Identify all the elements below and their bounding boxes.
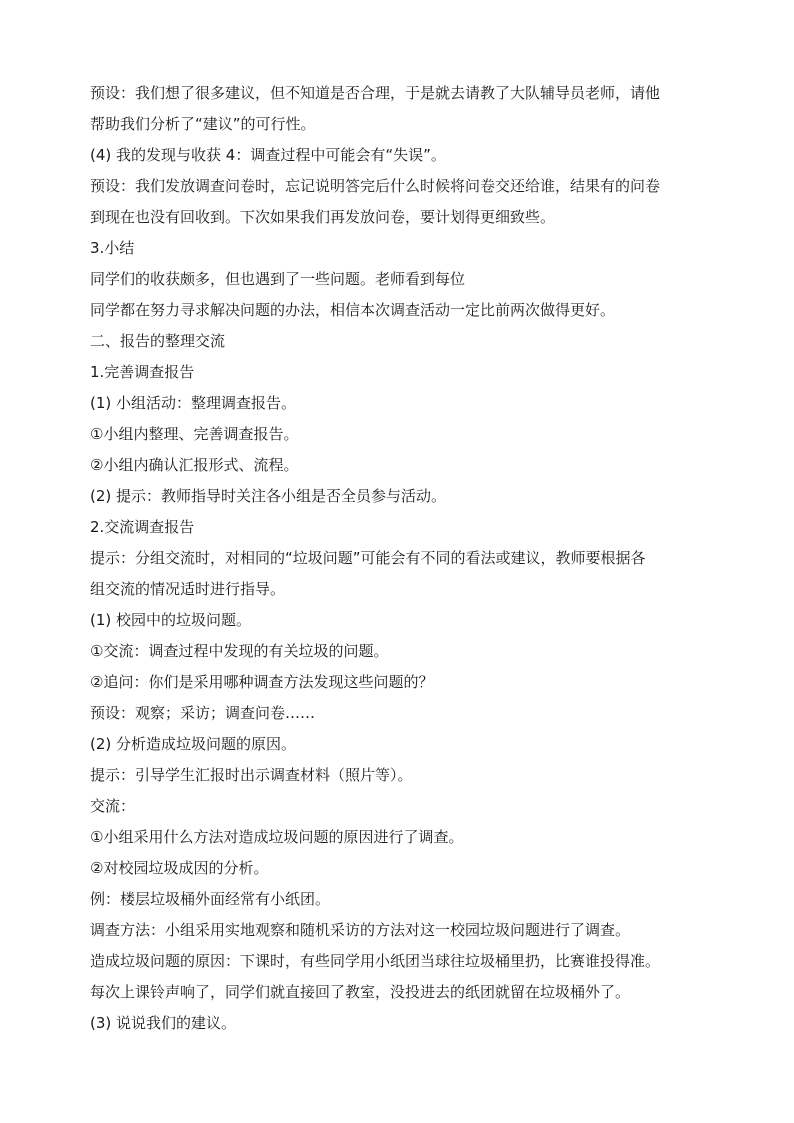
text-line: (3) 说说我们的建议。 — [90, 1014, 237, 1032]
text-line: ②追问：你们是采用哪种调查方法发现这些问题的？ — [90, 673, 434, 691]
section-heading: 1.完善调查报告 — [90, 363, 195, 381]
text-line: ①交流：调查过程中发现的有关垃圾的问题。 — [90, 642, 389, 660]
text-line: 同学们的收获颇多，但也遇到了一些问题。老师看到每位 — [90, 270, 466, 288]
text-line: (1) 校园中的垃圾问题。 — [90, 611, 252, 629]
text-line: (4) 我的发现与收获 4：调查过程中可能会有“失误”。 — [90, 146, 446, 164]
text-line: ②对校园垃圾成因的分析。 — [90, 859, 269, 877]
section-heading: 3.小结 — [90, 239, 135, 257]
text-line: 到现在也没有回收到。下次如果我们再发放问卷，要计划得更细致些。 — [90, 208, 556, 226]
text-line: 预设：我们想了很多建议，但不知道是否合理，于是就去请教了大队辅导员老师，请他 — [90, 84, 661, 102]
document-body — [90, 78, 710, 1039]
text-line: 组交流的情况适时进行指导。 — [90, 580, 286, 598]
text-line: 提示：分组交流时，对相同的“垃圾问题”可能会有不同的看法或建议，教师要根据各 — [90, 549, 646, 567]
text-line: 预设：观察；采访；调查问卷…… — [90, 704, 316, 722]
text-line: (1) 小组活动：整理调查报告。 — [90, 394, 297, 412]
text-line: (2) 分析造成垃圾问题的原因。 — [90, 735, 297, 753]
text-line: (2) 提示：教师指导时关注各小组是否全员参与活动。 — [90, 487, 447, 505]
text-line: 交流： — [90, 797, 136, 815]
text-line: 例：楼层垃圾桶外面经常有小纸团。 — [90, 890, 331, 908]
text-line: ①小组采用什么方法对造成垃圾问题的原因进行了调查。 — [90, 828, 464, 846]
text-line: 提示：引导学生汇报时出示调查材料（照片等）。 — [90, 766, 413, 784]
text-line: 造成垃圾问题的原因：下课时，有些同学用小纸团当球往垃圾桶里扔，比赛谁投得准。 — [90, 952, 661, 970]
text-line: 预设：我们发放调查问卷时，忘记说明答完后什么时候将问卷交还给谁，结果有的问卷 — [90, 177, 661, 195]
text-line: 帮助我们分析了“建议”的可行性。 — [90, 115, 316, 133]
text-line: 同学都在努力寻求解决问题的办法，相信本次调查活动一定比前两次做得更好。 — [90, 301, 616, 319]
text-line: ②小组内确认汇报形式、流程。 — [90, 456, 299, 474]
text-line: 调查方法：小组采用实地观察和随机采访的方法对这一校园垃圾问题进行了调查。 — [90, 921, 631, 939]
section-heading: 2.交流调查报告 — [90, 518, 195, 536]
text-line: 每次上课铃声响了，同学们就直接回了教室，没投进去的纸团就留在垃圾桶外了。 — [90, 983, 631, 1001]
section-heading: 二、报告的整理交流 — [90, 332, 226, 350]
text-line: ①小组内整理、完善调查报告。 — [90, 425, 299, 443]
